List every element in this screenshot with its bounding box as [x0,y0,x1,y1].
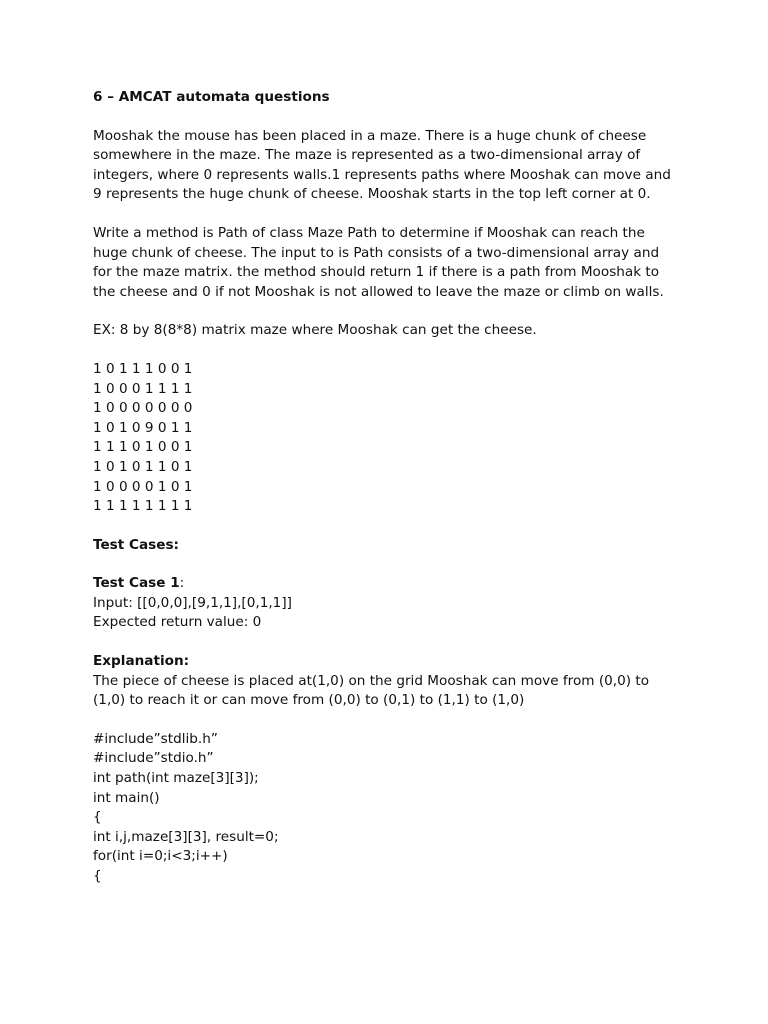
method-line: huge chunk of cheese. The input to is Path consists of a two-dimensional array and [93,244,660,261]
method-line: the cheese and 0 if not Mooshak is not allowed to leave the maze or climb on walls. [93,283,664,300]
test-case-label: Test Case 1 [93,575,180,592]
spacer [93,302,683,321]
code-block [93,730,683,887]
method-paragraph [93,224,683,302]
problem-line: 9 represents the huge chunk of cheese. Mooshak starts in the top left corner at 0. [93,186,651,203]
spacer [93,341,683,360]
explanation-heading: Explanation: [93,653,190,670]
test-case-input: Input: [[0,0,0],[9,1,1],[0,1,1]] [93,594,292,611]
test-case-title [93,574,683,594]
document-title: 6 – AMCAT automata questions [93,89,330,105]
example-line: EX: 8 by 8(8*8) matrix maze where Mooshak can get the cheese. [93,322,537,339]
document-page [93,88,683,887]
spacer [93,711,683,730]
code-line: #include”stdlib.h” [93,730,218,747]
matrix-row: 1 0 0 0 0 1 0 1 [93,478,193,495]
spacer [93,555,683,574]
test-case-expected: Expected return value: 0 [93,614,262,631]
code-line: { [93,868,102,884]
matrix-row: 1 1 1 1 1 1 1 1 [93,498,193,515]
explanation-block [93,652,683,711]
problem-paragraph [93,127,683,205]
explanation-line: The piece of cheese is placed at(1,0) on the grid Mooshak can move from (0,0) to [93,672,650,689]
matrix-row: 1 0 0 0 1 1 1 1 [93,380,193,397]
code-line: #include”stdio.h” [93,750,214,767]
matrix-row: 1 0 0 0 0 0 0 0 [93,400,193,417]
problem-line: integers, where 0 represents walls.1 represents paths where Mooshak can move and [93,166,671,183]
problem-line: Mooshak the mouse has been placed in a maze. There is a huge chunk of cheese [93,127,647,144]
method-line: Write a method is Path of class Maze Path to determine if Mooshak can reach the [93,224,645,241]
test-case-block [93,574,683,633]
code-line: { [93,809,102,826]
explanation-line: (1,0) to reach it or can move from (0,0) to (0,1) to (1,1) to (1,0) [93,692,525,709]
code-line: int path(int maze[3][3]); [93,770,259,787]
test-cases-heading: Test Cases: [93,536,179,553]
method-line: for the maze matrix. the method should return 1 if there is a path from Mooshak to [93,264,660,281]
test-case-colon: : [179,575,185,592]
matrix-row: 1 0 1 1 1 0 0 1 [93,360,193,377]
code-line: for(int i=0;i<3;i++) [93,848,228,865]
code-line: int i,j,maze[3][3], result=0; [93,828,279,845]
spacer [93,517,683,536]
matrix-row: 1 0 1 0 9 0 1 1 [93,419,193,436]
matrix-row: 1 1 1 0 1 0 0 1 [93,439,193,456]
maze-matrix [93,360,683,517]
matrix-row: 1 0 1 0 1 1 0 1 [93,458,193,475]
spacer [93,205,683,224]
problem-line: somewhere in the maze. The maze is represented as a two-dimensional array of [93,147,641,164]
spacer [93,108,683,127]
code-line: int main() [93,789,160,806]
spacer [93,633,683,652]
